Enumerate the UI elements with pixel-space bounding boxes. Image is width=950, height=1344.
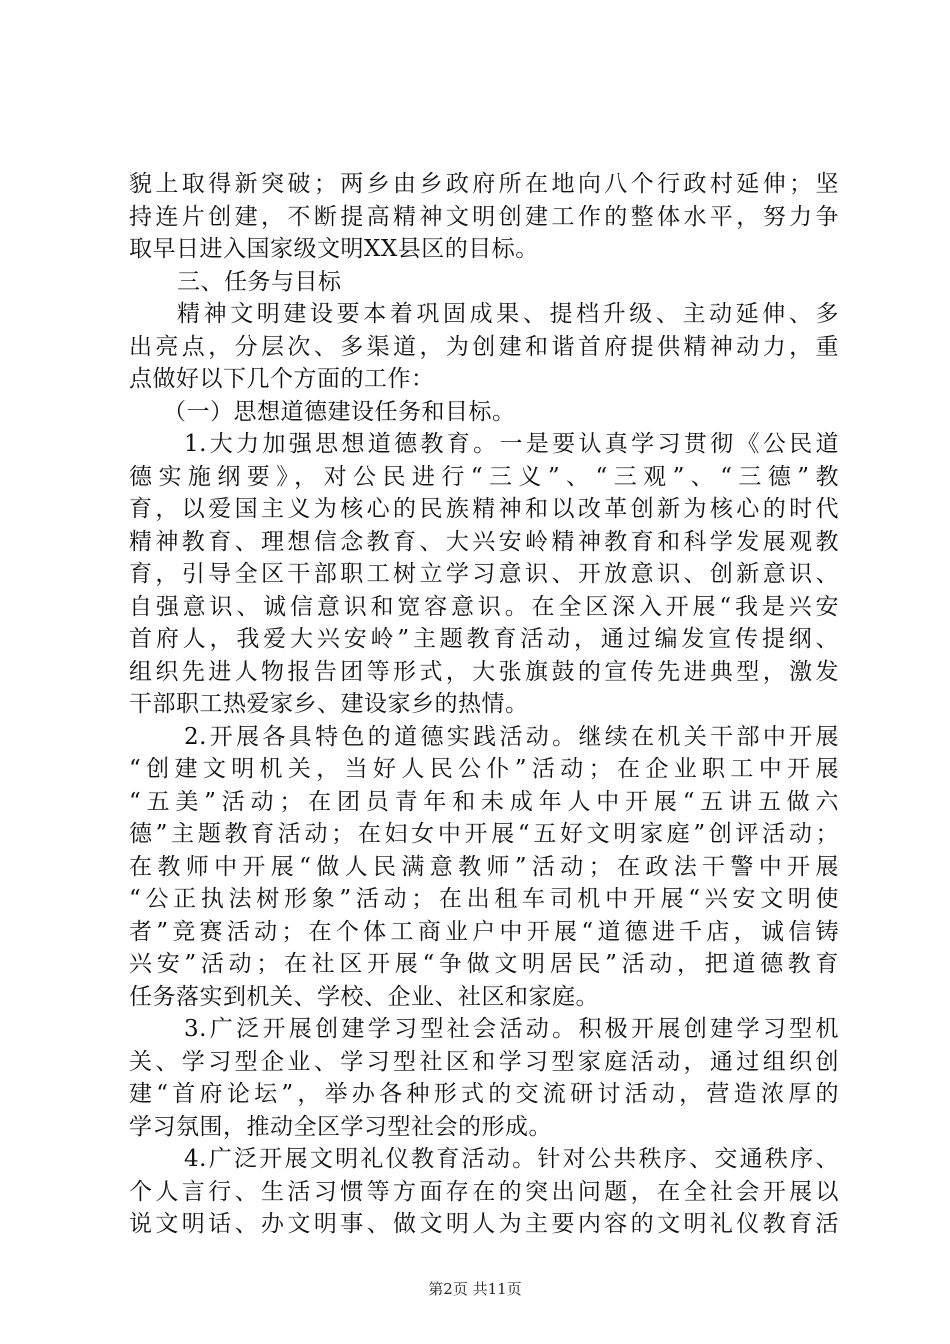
text-line: 关、学习型企业、学习型社区和学习型家庭活动，通过组织创 — [129, 1048, 839, 1075]
text-line: 3.广泛开展创建学习型社会活动。积极开展创建学习型机 — [184, 1016, 839, 1042]
section-heading: 三、任务与目标 — [177, 268, 342, 295]
text-line: 貌上取得新突破；两乡由乡政府所在地向八个行政村延伸；坚 — [129, 171, 839, 197]
text-line: 德实施纲要》，对公民进行“三义”、“三观”、“三德”教 — [129, 463, 839, 490]
text-line: 自强意识、诚信意识和宽容意识。在全区深入开展“我是兴安 — [129, 593, 839, 620]
text-line: 说文明话、办文明事、做文明人为主要内容的文明礼仪教育活 — [129, 1211, 839, 1237]
text-line: 4.广泛开展文明礼仪教育活动。针对公共秩序、交通秩序、 — [184, 1146, 839, 1172]
text-line: 持连片创建，不断提高精神文明创建工作的整体水平，努力争 — [129, 203, 839, 230]
text-line: 在教师中开展“做人民满意教师”活动；在政法干警中开展 — [129, 853, 839, 880]
text-line: 任务落实到机关、学校、企业、社区和家庭。 — [129, 983, 599, 1010]
text-line: 者”竞赛活动；在个体工商业户中开展“道德进千店，诚信铸 — [129, 918, 839, 945]
text-line: 取早日进入国家级文明XX县区的目标。 — [129, 236, 539, 262]
document-body — [129, 168, 839, 1241]
text-line: 育，引导全区干部职工树立学习意识、开放意识、创新意识、 — [129, 561, 839, 587]
page-number-footer: 第2页 共11页 — [428, 1280, 522, 1298]
text-line: 精神文明建设要本着巩固成果、提档升级、主动延伸、多 — [177, 301, 839, 327]
text-line: 学习氛围，推动全区学习型社会的形成。 — [129, 1113, 552, 1140]
text-line: 个人言行、生活习惯等方面存在的突出问题，在全社会开展以 — [129, 1178, 839, 1205]
text-line: 建“首府论坛”，举办各种形式的交流研讨活动，营造浓厚的 — [129, 1081, 839, 1107]
text-line: 1.大力加强思想道德教育。一是要认真学习贯彻《公民道 — [184, 431, 839, 457]
text-line: 出亮点，分层次、多渠道，为创建和谐首府提供精神动力，重 — [129, 333, 839, 360]
text-line: 德”主题教育活动；在妇女中开展“五好文明家庭”创评活动； — [129, 821, 839, 847]
text-line: 精神教育、理想信念教育、大兴安岭精神教育和科学发展观教 — [129, 528, 839, 555]
text-line: 2.开展各具特色的道德实践活动。继续在机关干部中开展 — [184, 723, 839, 750]
text-line: “五美”活动；在团员青年和未成年人中开展“五讲五做六 — [129, 788, 839, 815]
text-line: 兴安”活动；在社区开展“争做文明居民”活动，把道德教育 — [129, 951, 839, 977]
text-line: 首府人，我爱大兴安岭”主题教育活动，通过编发宣传提纲、 — [129, 626, 839, 652]
text-line: 点做好以下几个方面的工作： — [129, 366, 435, 392]
text-line: “公正执法树形象”活动；在出租车司机中开展“兴安文明使 — [129, 886, 839, 912]
text-line: 组织先进人物报告团等形式，大张旗鼓的宣传先进典型，激发 — [129, 658, 839, 685]
text-line: 育，以爱国主义为核心的民族精神和以改革创新为核心的时代 — [129, 496, 839, 522]
text-line: 干部职工热爱家乡、建设家乡的热情。 — [129, 691, 529, 717]
text-line: “创建文明机关，当好人民公仆”活动；在企业职工中开展 — [129, 756, 839, 782]
subsection-heading: （一）思想道德建设任务和目标。 — [163, 398, 516, 425]
